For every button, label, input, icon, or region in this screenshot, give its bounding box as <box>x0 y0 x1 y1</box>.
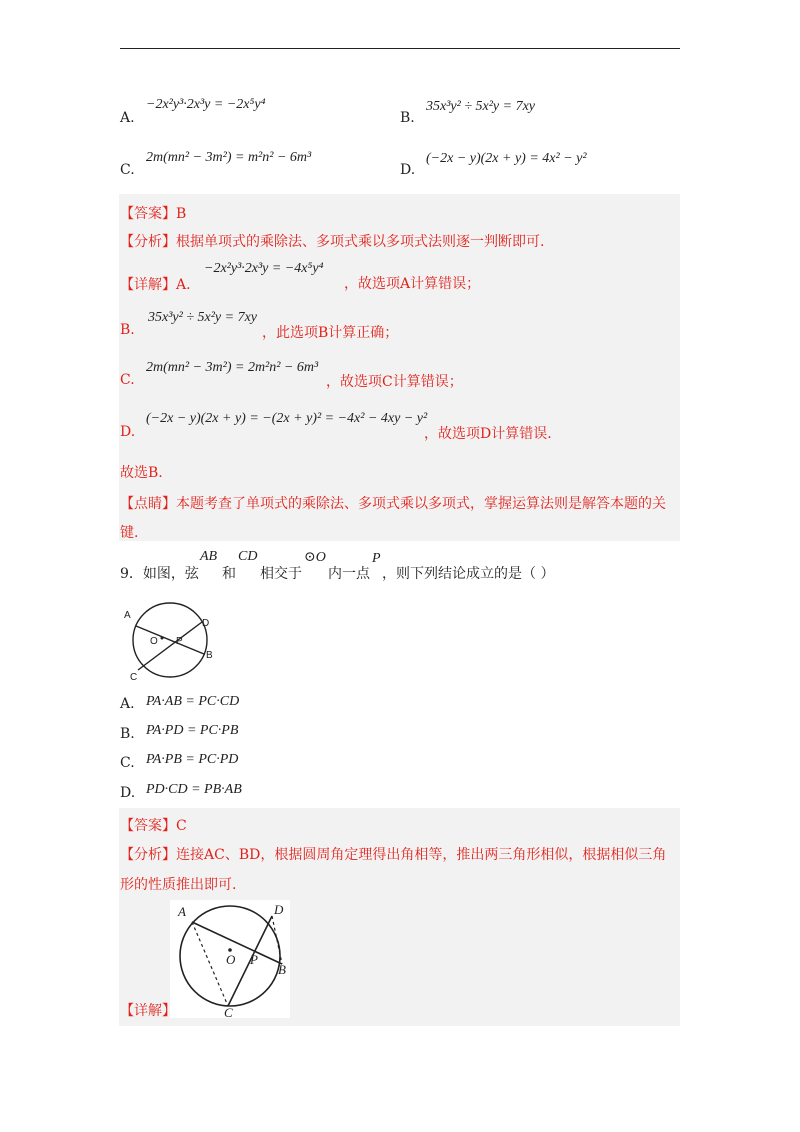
q9-option-c-expr: PA·PB = PC·PD <box>146 752 239 767</box>
q9-stem-part5: ，则下列结论成立的是（ ） <box>382 566 555 582</box>
q8-comment-line2: 键. <box>120 525 139 541</box>
q8-option-b-expr: 35x³y² ÷ 5x²y = 7xy <box>426 99 536 114</box>
fig-label-c: C <box>130 672 138 682</box>
fig-label-p: P <box>176 636 183 647</box>
detail-chord-ab <box>192 922 282 964</box>
q9-option-b-expr: PA·PD = PC·PB <box>146 723 239 738</box>
q8-option-c-key: C. <box>120 162 135 178</box>
q9-stem-part1: 9．如图，弦 <box>120 566 199 582</box>
detail-label-b: B <box>278 962 286 977</box>
q8-option-c-expr: 2m(mn² − 3m²) = m²n² − 6m³ <box>146 150 312 165</box>
q9-option-d-key: D. <box>120 785 136 801</box>
q8-detail-b-text: ，此选项B计算正确； <box>262 325 399 341</box>
q9-stem-part2: 和 <box>222 566 236 582</box>
q9-stem-cd: CD <box>238 549 258 564</box>
q8-detail-label: 【详解】A. <box>120 277 191 293</box>
chord-ab <box>136 626 204 654</box>
q9-option-a-key: A. <box>120 696 135 712</box>
detail-label-d: D <box>274 902 284 917</box>
detail-label-o: O <box>226 952 236 967</box>
q9-option-c-key: C. <box>120 755 135 771</box>
fig-label-b: B <box>206 650 213 661</box>
q9-stem-part3: 相交于 <box>260 566 302 582</box>
q8-answer: 【答案】B <box>120 206 187 222</box>
q8-option-a-expr: −2x²y³·2x³y = −2x⁵y⁴ <box>146 97 266 112</box>
q8-option-d-expr: (−2x − y)(2x + y) = 4x² − y² <box>426 151 587 166</box>
q9-detail-figure <box>170 900 290 1018</box>
q9-stem-p: P <box>372 551 381 566</box>
q8-detail-d-expr: (−2x − y)(2x + y) = −(2x + y)² = −4x² − 4xy − y² <box>146 411 428 426</box>
q9-option-d-expr: PD·CD = PB·AB <box>146 782 242 797</box>
detail-label-p: P <box>250 952 258 967</box>
q9-analysis-line1: 【分析】连接AC、BD，根据圆周角定理得出角相等，推出两三角形相似，根据相似三角 <box>120 847 667 863</box>
q9-analysis-line2: 形的性质推出即可. <box>120 877 237 893</box>
q9-stem-ab: AB <box>200 549 218 564</box>
q8-choice: 故选B. <box>120 465 163 481</box>
q8-detail-b-label: B. <box>120 322 135 338</box>
q8-detail-a-text: ，故选项A计算错误； <box>344 276 481 292</box>
q9-detail-label: 【详解】 <box>120 1003 176 1019</box>
q9-option-a-expr: PA·AB = PC·CD <box>146 694 240 709</box>
fig-label-a: A <box>124 610 131 621</box>
q8-option-a-key: A. <box>120 110 135 126</box>
q9-stem-part4: 内一点 <box>328 566 370 582</box>
center-dot <box>161 637 164 640</box>
header-rule <box>120 48 680 49</box>
fig-label-o: O <box>150 636 158 647</box>
chord-cd <box>138 622 202 670</box>
q8-option-b-key: B. <box>400 110 415 126</box>
detail-label-a: A <box>178 904 186 919</box>
q9-stem-circle-o: ⊙O <box>304 550 326 565</box>
q9-circle-figure <box>120 598 224 682</box>
q8-detail-a-expr: −2x²y³·2x³y = −4x⁵y⁴ <box>204 261 324 276</box>
q8-detail-b-expr: 35x³y² ÷ 5x²y = 7xy <box>148 310 258 325</box>
q8-detail-c-label: C. <box>120 372 135 388</box>
q8-detail-d-label: D. <box>120 424 136 440</box>
q9-answer: 【答案】C <box>120 818 187 834</box>
q8-comment-line1: 【点睛】本题考查了单项式的乘除法、多项式乘以多项式，掌握运算法则是解答本题的关 <box>120 496 666 512</box>
q8-analysis: 【分析】根据单项式的乘除法、多项式乘以多项式法则逐一判断即可. <box>120 234 545 250</box>
q8-detail-d-text: ，故选项D计算错误. <box>424 426 552 442</box>
fig-label-d: D <box>202 618 210 629</box>
detail-label-c: C <box>224 1005 233 1018</box>
q9-option-b-key: B. <box>120 726 135 742</box>
q8-option-d-key: D. <box>400 162 416 178</box>
q8-detail-c-expr: 2m(mn² − 3m²) = 2m²n² − 6m³ <box>146 360 319 375</box>
q8-detail-c-text: ，故选项C计算错误； <box>326 374 463 390</box>
